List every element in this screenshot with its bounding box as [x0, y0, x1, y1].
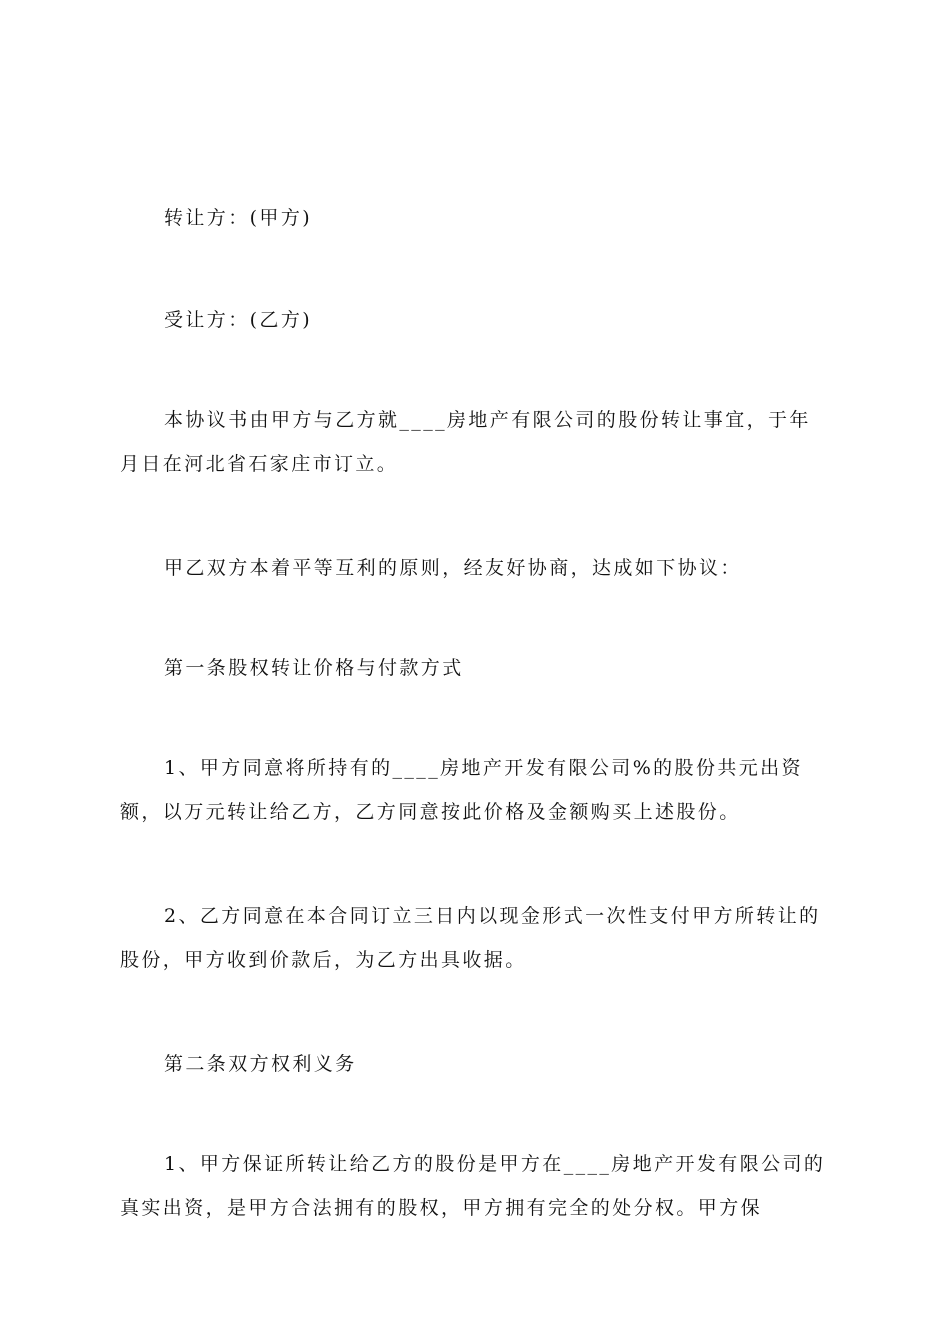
paragraph-transferor: 转让方：(甲方)	[164, 207, 313, 229]
paragraph-principle: 甲乙双方本着平等互利的原则，经友好协商，达成如下协议：	[164, 557, 742, 579]
paragraph-transferee: 受让方：(乙方)	[164, 309, 313, 331]
paragraph-intro: 本协议书由甲方与乙方就____房地产有限公司的股份转让事宜，于年月日在河北省石家庄市订立。	[120, 409, 811, 475]
article-1-item-2: 2、乙方同意在本合同订立三日内以现金形式一次性支付甲方所转让的股份，甲方收到价款后，为乙方出具收据。	[120, 905, 821, 971]
article-2-title: 第二条双方权利义务	[164, 1053, 357, 1075]
article-1-item-1: 1、甲方同意将所持有的____房地产开发有限公司%的股份共元出资额，以万元转让给乙方，乙方同意按此价格及金额购买上述股份。	[120, 757, 803, 823]
article-2-item-1: 1、甲方保证所转让给乙方的股份是甲方在____房地产开发有限公司的真实出资，是甲方合法拥有的股权，甲方拥有完全的处分权。甲方保	[120, 1153, 826, 1219]
article-1-title: 第一条股权转让价格与付款方式	[164, 657, 464, 679]
